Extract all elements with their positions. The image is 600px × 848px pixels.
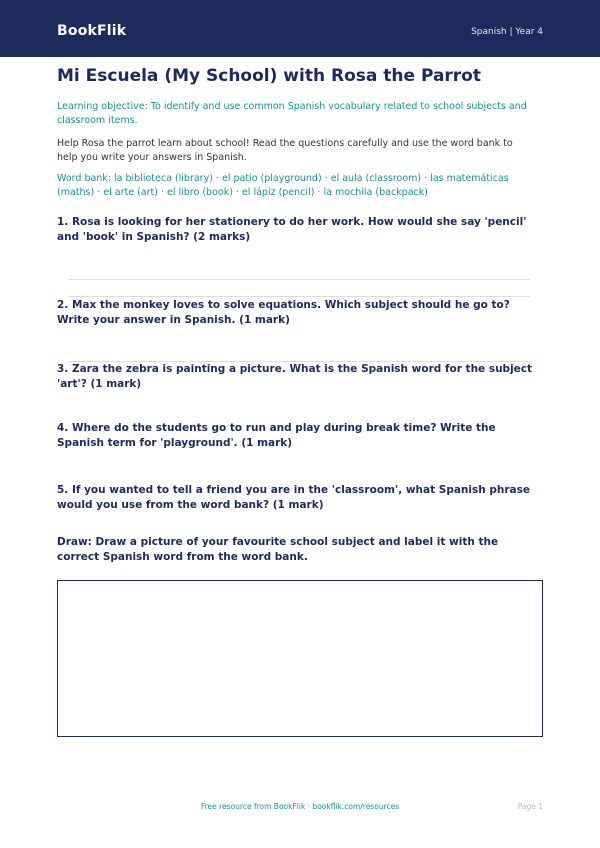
answer-line-1b[interactable] bbox=[68, 296, 530, 297]
subject-year-label: Spanish | Year 4 bbox=[471, 27, 543, 37]
word-bank: Word bank: la biblioteca (library) · el patio (playground) · el aula (classroom) · las matemáticas (maths) · el arte (art) · el libro (book) · el lápiz (pencil) · la mochila (backpack) bbox=[57, 173, 509, 198]
answer-line-1[interactable] bbox=[68, 279, 530, 280]
learning-objective: Learning objective: To identify and use common Spanish vocabulary related to school subjects and classroom items. bbox=[57, 101, 527, 126]
question-4: 4. Where do the students go to run and play during break time? Write the Spanish term for 'playground'. (1 mark) bbox=[57, 422, 496, 449]
intro-text: Help Rosa the parrot learn about school! Read the questions carefully and use the word bank to help you write your answers in Spanish. bbox=[57, 138, 513, 163]
question-1: 1. Rosa is looking for her stationery to do her work. How would she say 'pencil' and 'book' in Spanish? (2 marks) bbox=[57, 216, 527, 243]
draw-task-prompt: Draw: Draw a picture of your favourite school subject and label it with the correct Spanish word from the word bank. bbox=[57, 536, 499, 563]
question-5: 5. If you wanted to tell a friend you are in the 'classroom', what Spanish phrase would you use from the word bank? (1 mark) bbox=[57, 484, 531, 511]
drawing-area[interactable] bbox=[57, 580, 543, 737]
page-header bbox=[0, 0, 600, 57]
footer-credit[interactable]: Free resource from BookFlik · bookflik.com/resources bbox=[200, 802, 400, 811]
question-2: 2. Max the monkey loves to solve equations. Which subject should he go to? Write your answer in Spanish. (1 mark) bbox=[57, 299, 510, 326]
question-3: 3. Zara the zebra is painting a picture. What is the Spanish word for the subject 'art'? (1 mark) bbox=[57, 363, 533, 390]
page-number: Page 1 bbox=[517, 802, 543, 811]
worksheet-title: Mi Escuela (My School) with Rosa the Parrot bbox=[57, 66, 481, 86]
brand-logo: BookFlik bbox=[57, 23, 127, 39]
